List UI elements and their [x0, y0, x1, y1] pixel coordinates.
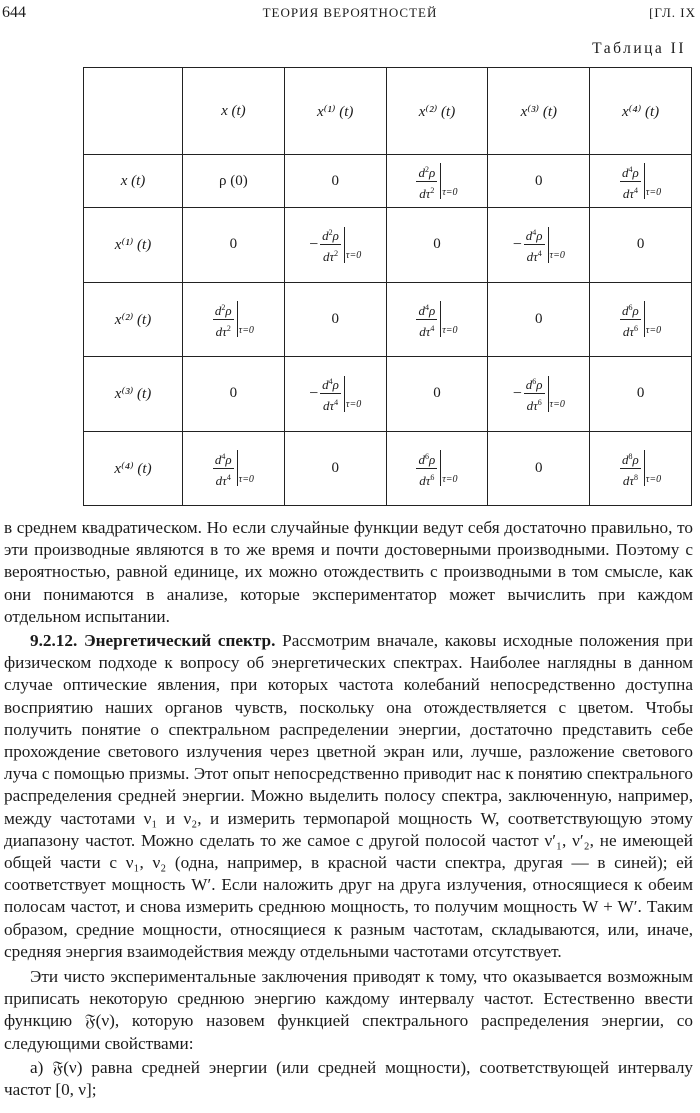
col-header: x⁽¹⁾ (t) [284, 68, 386, 155]
table-cell: $\frac{d^2\rho}{d\tau^2}$ τ=0 [183, 282, 285, 356]
table-cell: 0 [284, 282, 386, 356]
table-row [84, 155, 692, 208]
row-header: x⁽³⁾ (t) [84, 357, 183, 431]
table-cell: 0 [590, 208, 692, 282]
section-9-2-12 [4, 630, 693, 963]
table-cell: 0 [488, 155, 590, 208]
table-cell: 0 [488, 431, 590, 505]
table-cell: − $\frac{d^2\rho}{d\tau^2}$ τ=0 [284, 208, 386, 282]
table-row [84, 357, 692, 431]
table-body [84, 155, 692, 506]
table-cell: $\frac{d^6\rho}{d\tau^6}$ τ=0 [590, 282, 692, 356]
table-corner-cell [84, 68, 183, 155]
col-header: x⁽²⁾ (t) [386, 68, 488, 155]
table-cell: $\frac{d^4\rho}{d\tau^4}$ τ=0 [590, 155, 692, 208]
table-label: Таблица II [592, 40, 686, 57]
table-row [84, 208, 692, 282]
section-heading: 9.2.12. Энергетический спектр. [30, 631, 276, 651]
chapter-label: [ГЛ. IX [649, 5, 696, 20]
table-cell: $\frac{d^4\rho}{d\tau^4}$ τ=0 [183, 431, 285, 505]
running-head [0, 4, 700, 26]
row-header: x (t) [84, 155, 183, 208]
table-cell: 0 [284, 431, 386, 505]
col-header: x⁽⁴⁾ (t) [590, 68, 692, 155]
page-number: 644 [2, 4, 26, 21]
table-row [84, 282, 692, 356]
paragraph-2: Рассмотрим вначале, каковы исходные положения при физическом подходе к вопросу об энергетических спектрах. Наиболее наглядны в данном случае оптические явления, при которых частота колебаний непосредственно доступна восприятию наших органов чувств, поскольку она отождествляется с цветом. Чтобы получить понятие о спектральном распределении энергии, достаточно представить себе прохождение светового излучения через цветной экран или, лучше, разложение светового луча с помощью призмы. Этот опыт непосредственно приводит нас к понятию спектрального распределения средней энергии. Можно выделить полосу спектра, заключенную, например, между частотами ν₁ и ν₂, и измерить термопарой мощность W, соответствующую этому диапазону частот. Можно сделать то же самое с другой полосой частот ν′₁, ν′₂, не имеющей общей части с ν₁, ν₂ (одна, например, в красной части спектра, другая — в синей); ей соответствует мощность W′. Если наложить друг на друга излучения, относящиеся к обеим полосам частот, и снова измерить среднюю мощность, то получим мощность W + W′. Таким образом, средние мощности, относящиеся к разным частотам, складываются, или, иначе, средняя энергия взаимодействия между отдельными частотами отсутствует. [4, 631, 694, 961]
col-header: x (t) [183, 68, 285, 155]
paragraph-4: а) 𝔉(ν) равна средней энергии (или средней мощности), соответствующей интервалу частот [0, ν]; [4, 1057, 693, 1100]
row-header: x⁽⁴⁾ (t) [84, 431, 183, 505]
table-cell: 0 [183, 208, 285, 282]
table-cell: $\frac{d^6\rho}{d\tau^6}$ τ=0 [386, 431, 488, 505]
row-header: x⁽²⁾ (t) [84, 282, 183, 356]
running-title: ТЕОРИЯ ВЕРОЯТНОСТЕЙ [262, 5, 438, 20]
table-cell: 0 [386, 208, 488, 282]
paragraph-3: Эти чисто экспериментальные заключения приводят к тому, что оказывается возможным приписать некоторую среднюю энергию каждому интервалу частот. Естественно ввести функцию 𝔉(ν), которую назовем функцией спектрального распределения энергии, со следующими свойствами: [4, 967, 693, 1053]
paragraph-1: в среднем квадратическом. Но если случайные функции ведут себя достаточно правильно, то эти производные являются в то же время и почти достоверными производными. Поэтому с вероятностью, равной единице, их можно отождествить с производными в том смысле, как они понимаются в анализе, которые экспериментатор может вычислить при каждом отдельном испытании. [4, 518, 693, 626]
col-header: x⁽³⁾ (t) [488, 68, 590, 155]
table-header-row [84, 68, 692, 155]
table-row [84, 431, 692, 505]
table-cell: 0 [386, 357, 488, 431]
table-cell: 0 [284, 155, 386, 208]
table-cell: $\frac{d^2\rho}{d\tau^2}$ τ=0 [386, 155, 488, 208]
table-cell: 0 [488, 282, 590, 356]
table-cell: − $\frac{d^6\rho}{d\tau^6}$ τ=0 [488, 357, 590, 431]
table-cell: 0 [590, 357, 692, 431]
table-cell: $\frac{d^4\rho}{d\tau^4}$ τ=0 [386, 282, 488, 356]
covariance-table [83, 67, 692, 506]
row-header: x⁽¹⁾ (t) [84, 208, 183, 282]
table-cell: $\frac{d^8\rho}{d\tau^8}$ τ=0 [590, 431, 692, 505]
table-cell: ρ (0) [183, 155, 285, 208]
paragraph-continuation [4, 517, 693, 1101]
table-cell: − $\frac{d^4\rho}{d\tau^4}$ τ=0 [488, 208, 590, 282]
table-cell: 0 [183, 357, 285, 431]
table-cell: − $\frac{d^4\rho}{d\tau^4}$ τ=0 [284, 357, 386, 431]
